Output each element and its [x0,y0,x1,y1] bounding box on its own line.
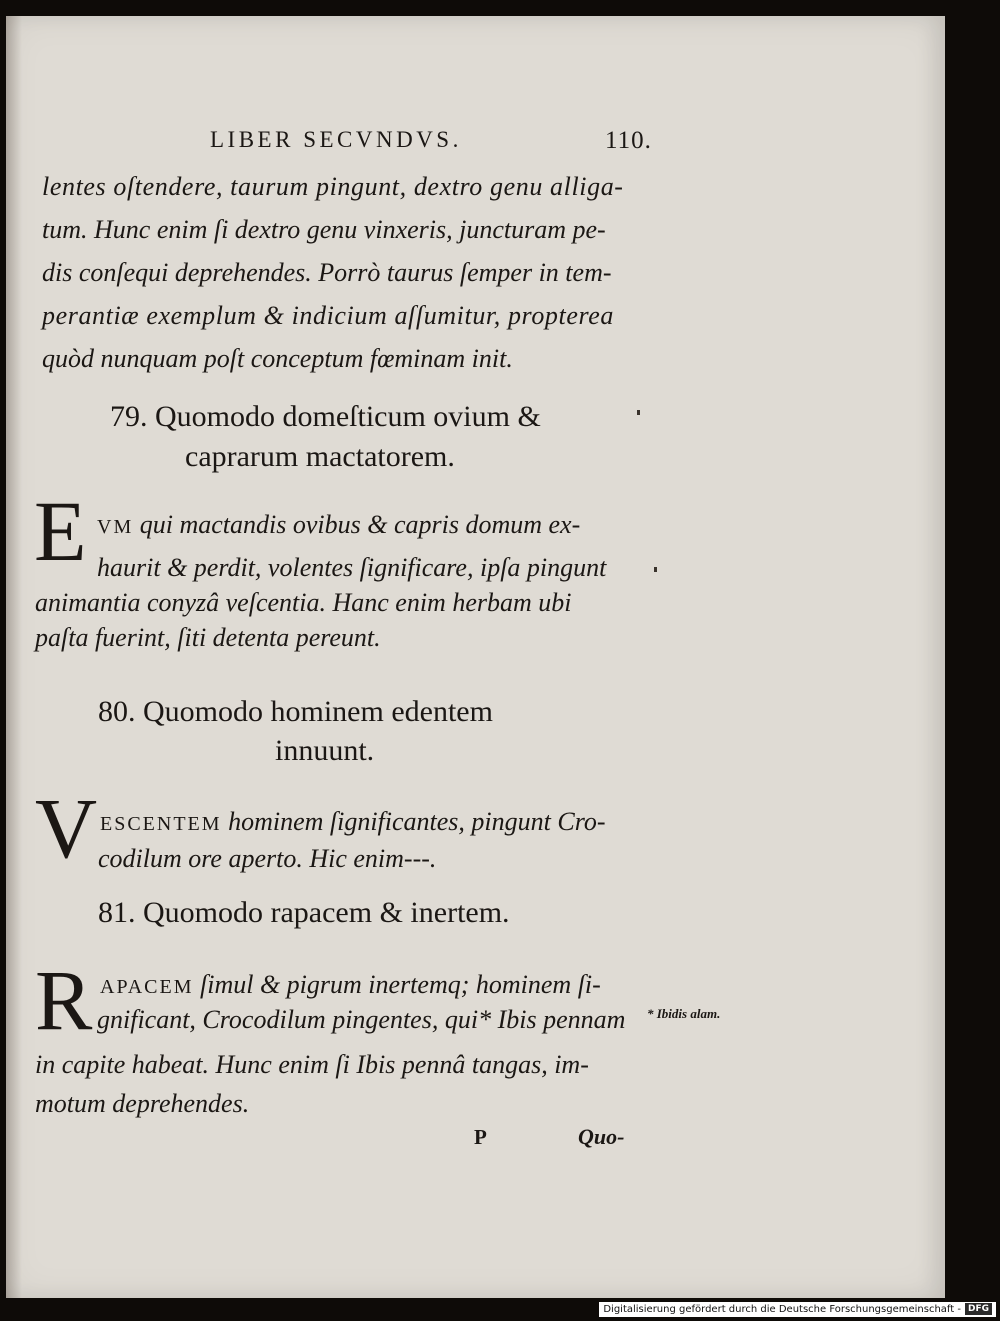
text-line: paſta fuerint, ſiti detenta pereunt. [35,623,381,652]
digitization-footer [599,1302,996,1317]
dfg-logo: DFG [965,1303,992,1315]
drop-cap: R [35,952,93,1048]
section-heading: caprarum mactatorem. [185,440,455,473]
drop-cap: V [35,780,98,876]
signature-mark: P [474,1125,487,1149]
running-head: LIBER SECVNDVS. [210,127,462,152]
text-span: qui mactandis ovibus & capris domum ex- [133,510,581,539]
drop-cap: E [34,483,87,579]
ink-speck [654,567,657,572]
ink-speck [637,410,640,415]
footer-text: Digitalisierung gefördert durch die Deutsche Forschungsgemeinschaft - [603,1304,961,1315]
page-number: 110. [605,127,652,154]
text-line: lentes oſtendere, taurum pingunt, dextro genu alliga- [42,172,624,201]
text-line: codilum ore aperto. Hic enim---. [98,844,437,873]
text-span: ſimul & pigrum inertemq; hominem ſi- [193,970,601,999]
text-line: quòd nunquam poſt conceptum fœminam init. [42,344,513,373]
marginal-note: * Ibidis alam. [647,1006,721,1021]
section-heading: 81. Quomodo rapacem & inertem. [98,896,510,929]
text-line [97,503,580,549]
text-line: gnificant, Crocodilum pingentes, qui* Ibis pennam [97,1005,626,1034]
text-span: hominem ſignificantes, pingunt Cro- [221,807,606,836]
section-heading: 79. Quomodo domeſticum ovium & [110,400,541,433]
text-line: tum. Hunc enim ſi dextro genu vinxeris, juncturam pe- [42,215,606,244]
text-line: dis conſequi deprehendes. Porrò taurus ſemper in tem- [42,258,612,287]
text-line: animantia conyzâ veſcentia. Hanc enim herbam ubi [35,588,572,617]
text-line: haurit & perdit, volentes ſignificare, ipſa pingunt [97,553,607,582]
catchword: Quo- [578,1124,625,1149]
section-heading: 80. Quomodo hominem edentem [98,695,493,728]
page-gutter-shadow [6,16,22,1298]
small-caps: VM [97,516,134,538]
small-caps: ESCENTEM [100,813,222,835]
section-heading: innuunt. [275,734,375,767]
text-line: motum deprehendes. [35,1089,250,1118]
text-line: perantiæ exemplum & indicium aſſumitur, propterea [42,301,614,330]
small-caps: APACEM [100,976,194,998]
text-line: in capite habeat. Hunc enim ſi Ibis pennâ tangas, im- [35,1050,589,1079]
